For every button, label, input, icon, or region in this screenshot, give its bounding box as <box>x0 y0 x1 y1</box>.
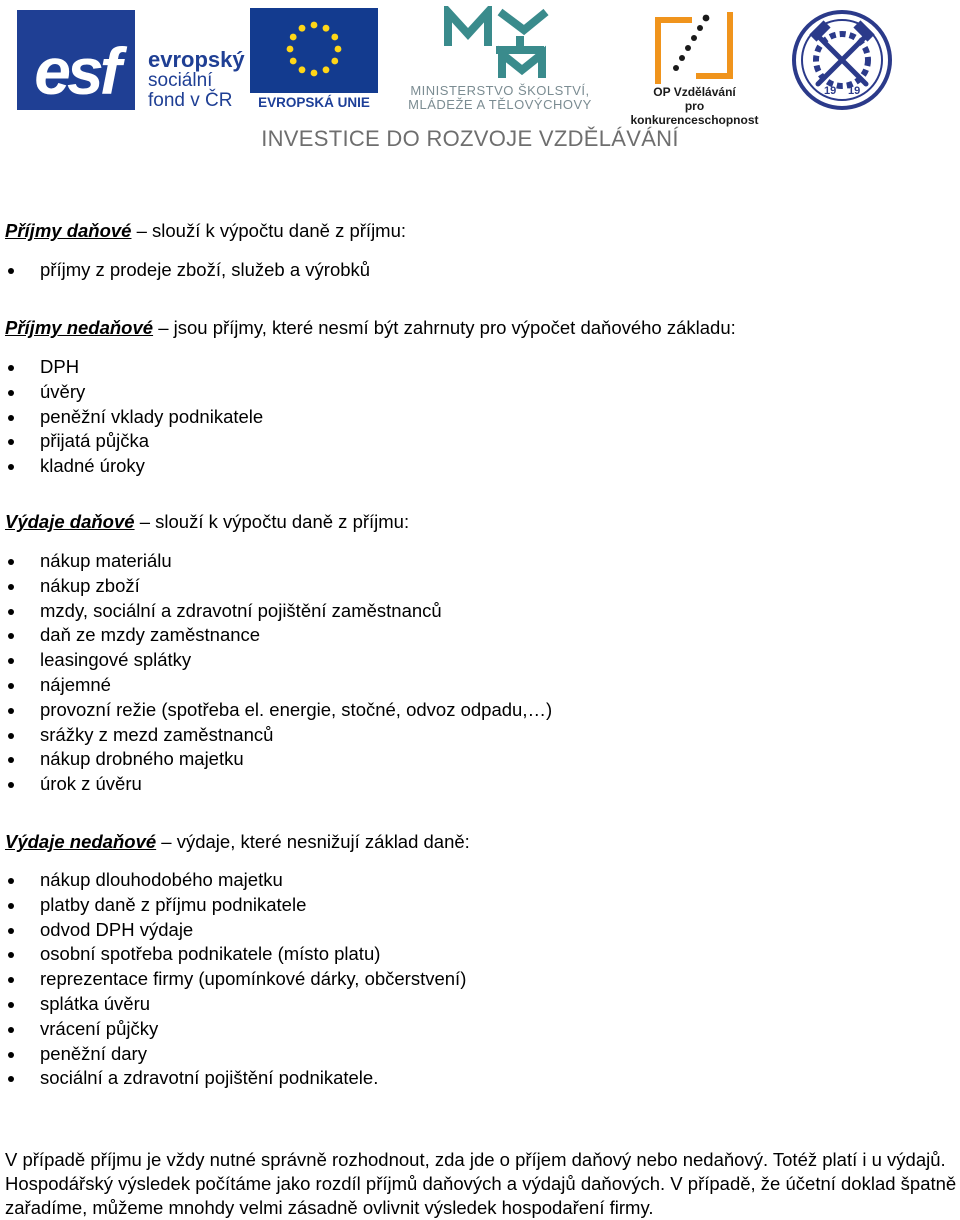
heading-prijmy-danove <box>5 220 406 242</box>
list-item: srážky z mezd zaměstnanců <box>5 723 552 748</box>
esf-logo-line2: sociální <box>148 70 213 92</box>
list-item: peněžní vklady podnikatele <box>5 405 263 430</box>
eu-stars-icon <box>250 8 378 93</box>
msmt-logo <box>440 6 552 84</box>
list-item: osobní spotřeba podnikatele (místo platu) <box>5 942 466 967</box>
list-item: reprezentace firmy (upomínkové dárky, občerstvení) <box>5 967 466 992</box>
list-item: příjmy z prodeje zboží, služeb a výrobků <box>5 258 370 283</box>
esf-logo-line3: fond v ČR <box>148 90 233 112</box>
list-item: úrok z úvěru <box>5 772 552 797</box>
msmt-logo-line2: MLÁDEŽE A TĚLOVÝCHOVY <box>408 96 592 112</box>
list-item: nákup materiálu <box>5 549 552 574</box>
op-mark-icon <box>652 6 736 90</box>
list-item: platby daně z příjmu podnikatele <box>5 893 466 918</box>
list-item: peněžní dary <box>5 1042 466 1067</box>
heading-vydaje-danove <box>5 511 409 533</box>
desc-vydaje-nedanove: – výdaje, které nesnižují základ daně: <box>156 831 470 852</box>
op-logo-text <box>622 86 767 127</box>
list-item: úvěry <box>5 380 263 405</box>
closing-paragraph: V případě příjmu je vždy nutné správně rozhodnout, zda jde o příjem daňový nebo nedaňový. Totéž platí i u výdajů. Hospodářský výsledek počítáme jako rozdíl příjmů daňových a výdajů daňových. V případě, že účetní doklad špatně zařadíme, můžeme mnohdy velmi zásadně ovlivnit výsledek hospodaření firmy. <box>5 1149 957 1218</box>
list-item: nákup dlouhodobého majetku <box>5 868 466 893</box>
list-prijmy-danove <box>5 258 370 283</box>
desc-vydaje-danove: – slouží k výpočtu daně z příjmu: <box>134 511 410 532</box>
term-vydaje-danove: Výdaje daňové <box>5 511 135 532</box>
op-logo-line1: OP Vzdělávání <box>653 85 736 99</box>
msmt-mark-icon <box>440 6 552 84</box>
term-vydaje-nedanove: Výdaje nedaňové <box>5 831 157 852</box>
esf-logo-line1: evropský <box>148 47 245 72</box>
list-vydaje-danove <box>5 549 552 797</box>
list-vydaje-nedanove <box>5 868 466 1091</box>
list-item: nákup zboží <box>5 574 552 599</box>
seal-year-left: 19 <box>824 85 837 97</box>
banner <box>0 128 960 151</box>
list-item: leasingové splátky <box>5 648 552 673</box>
list-item: daň ze mzdy zaměstnance <box>5 623 552 648</box>
list-item: DPH <box>5 355 263 380</box>
heading-prijmy-nedanove <box>5 317 736 339</box>
list-item: vrácení půjčky <box>5 1017 466 1042</box>
list-item: odvod DPH výdaje <box>5 918 466 943</box>
seal-year-right: 19 <box>848 85 861 97</box>
list-item: sociální a zdravotní pojištění podnikatele. <box>5 1066 466 1091</box>
list-item: kladné úroky <box>5 454 263 479</box>
list-item: provozní režie (spotřeba el. energie, stočné, odvoz odpadu,…) <box>5 698 552 723</box>
list-prijmy-nedanove <box>5 355 263 479</box>
eu-flag-logo <box>250 8 378 93</box>
term-prijmy-danove: Příjmy daňové <box>5 220 132 241</box>
list-item: přijatá půjčka <box>5 429 263 454</box>
op-logo-line2: pro konkurenceschopnost <box>630 98 759 127</box>
heading-vydaje-nedanove <box>5 831 470 853</box>
op-logo <box>652 6 736 90</box>
list-item: nájemné <box>5 673 552 698</box>
term-prijmy-nedanove: Příjmy nedaňové <box>5 317 154 338</box>
desc-prijmy-danove: – slouží k výpočtu daně z příjmu: <box>131 220 407 241</box>
esf-logo-letters: esf <box>34 34 118 108</box>
esf-logo <box>17 10 135 110</box>
esf-logo-text <box>148 48 248 111</box>
list-item: nákup drobného majetku <box>5 747 552 772</box>
list-item: splátka úvěru <box>5 992 466 1017</box>
school-seal-logo <box>790 8 894 112</box>
msmt-logo-line1: MINISTERSTVO ŠKOLSTVÍ, <box>410 83 590 98</box>
list-item: mzdy, sociální a zdravotní pojištění zaměstnanců <box>5 599 552 624</box>
crossed-hammers-seal-icon <box>790 8 894 112</box>
msmt-logo-text <box>390 84 610 111</box>
banner-text: INVESTICE DO ROZVOJE VZDĚLÁVÁNÍ <box>261 126 679 151</box>
eu-logo-text: EVROPSKÁ UNIE <box>258 95 370 110</box>
desc-prijmy-nedanove: – jsou příjmy, které nesmí být zahrnuty pro výpočet daňového základu: <box>153 317 736 338</box>
